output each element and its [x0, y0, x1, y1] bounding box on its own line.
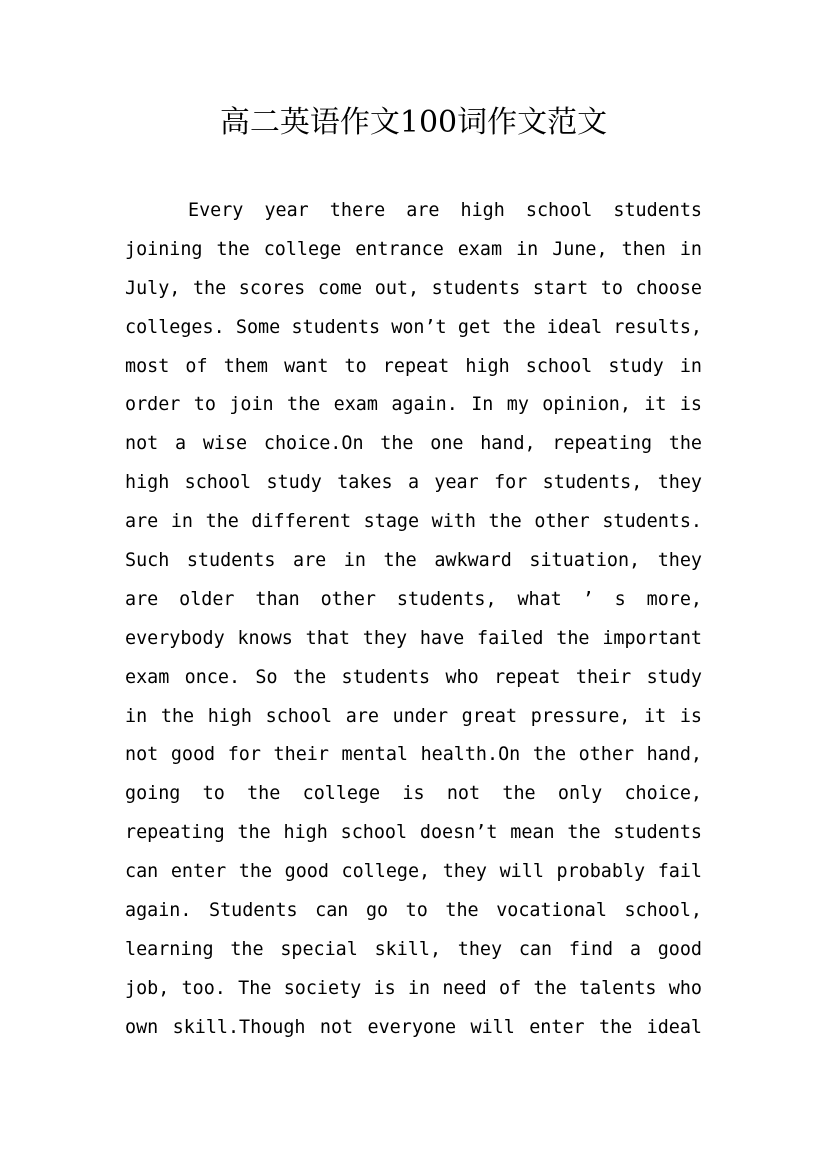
essay-line: joining the college entrance exam in June, then in	[125, 238, 702, 260]
essay-line: high school study takes a year for students, they	[125, 472, 702, 494]
essay-line: not a wise choice.On the one hand, repeating the	[125, 433, 702, 455]
essay-line: exam once. So the students who repeat their study	[125, 666, 702, 688]
essay-body	[125, 192, 702, 1048]
essay-line: colleges. Some students won’t get the ideal results,	[125, 316, 702, 338]
essay-line: going to the college is not the only choice,	[125, 783, 702, 805]
document-title: 高二英语作文100词作文范文	[219, 105, 608, 140]
essay-line: in the high school are under great pressure, it is	[125, 705, 702, 727]
essay-line: Every year there are high school students	[188, 200, 702, 221]
essay-line: again. Students can go to the vocational school,	[125, 900, 702, 922]
essay-line: learning the special skill, they can find a good	[125, 938, 702, 960]
essay-line: can enter the good college, they will probably fail	[125, 861, 702, 883]
essay-line: Such students are in the awkward situation, they	[125, 550, 702, 572]
essay-line: not good for their mental health.On the other hand,	[125, 744, 702, 766]
essay-line: are in the different stage with the other students.	[125, 511, 702, 533]
essay-line: most of them want to repeat high school study in	[125, 355, 702, 377]
essay-line: are older than other students, what ’ s more,	[125, 588, 702, 610]
essay-line: job, too. The society is in need of the talents who	[125, 977, 702, 999]
essay-line: own skill.Though not everyone will enter the ideal	[125, 1016, 702, 1038]
essay-line: everybody knows that they have failed the important	[125, 627, 702, 649]
essay-line: July, the scores come out, students start to choose	[125, 277, 702, 299]
essay-line: repeating the high school doesn’t mean the students	[125, 822, 702, 844]
essay-line: order to join the exam again. In my opinion, it is	[125, 394, 702, 416]
